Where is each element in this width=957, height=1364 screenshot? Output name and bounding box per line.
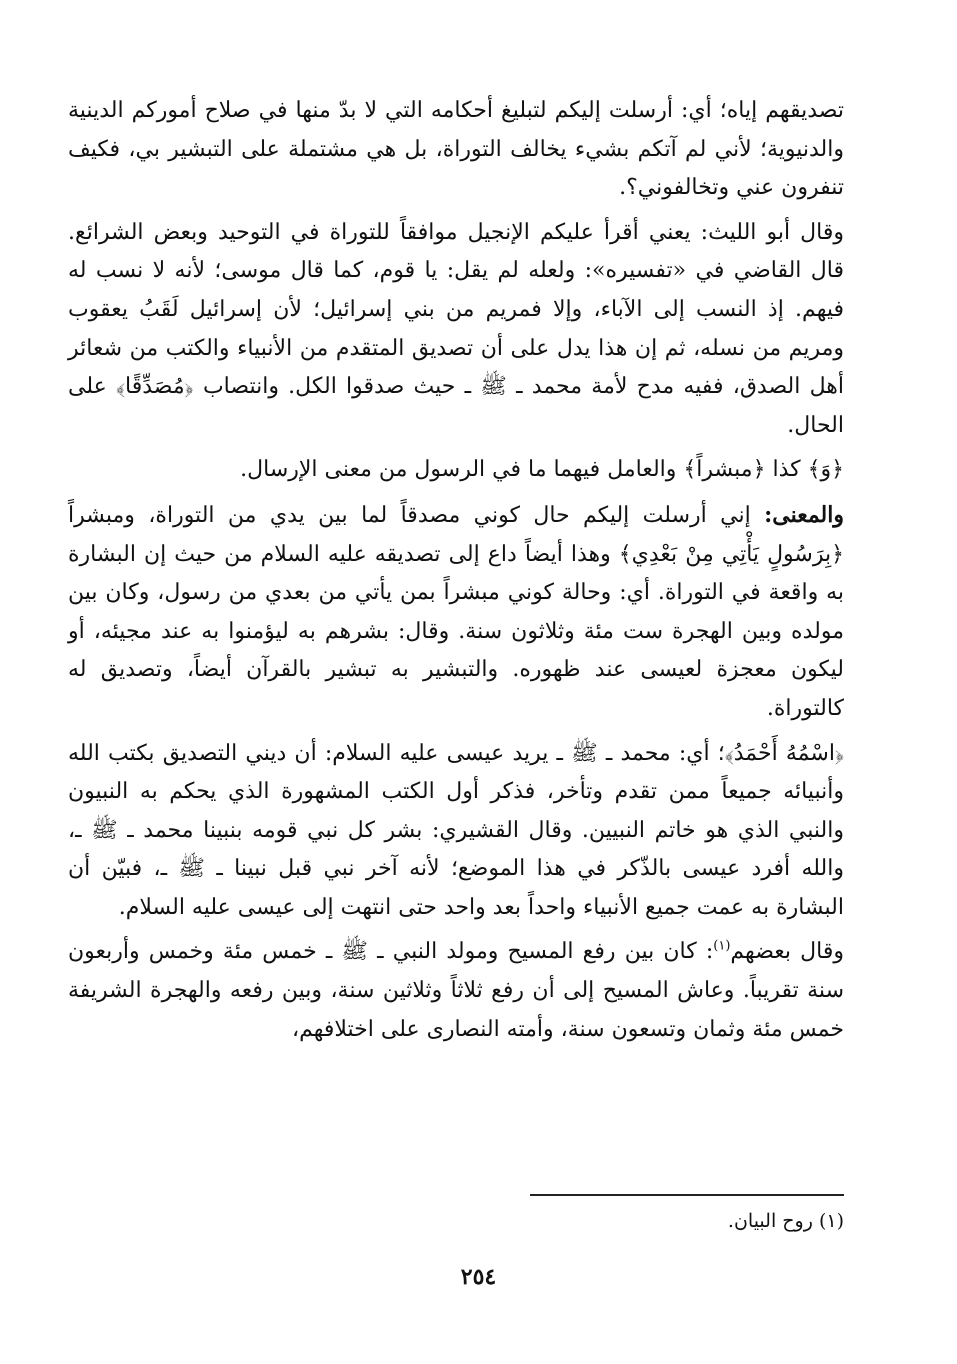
paragraph-lead: والمعنى: — [764, 501, 844, 528]
paragraph-2 — [68, 214, 844, 446]
paragraph-text-start: وقال بعضهم — [730, 939, 844, 965]
paragraph-5 — [68, 735, 844, 928]
page-number: ٢٥٤ — [460, 1264, 497, 1290]
footnote-marker[interactable]: (١) — [713, 939, 731, 955]
paragraph-text: إني أرسلت إليكم حال كوني مصدقاً لما بين يدي من التوراة، ومبشراً ﴿بِرَسُولٍ يَأْتِي مِنْ بَعْدِي﴾ وهذا أيضاً داع إلى تصديقه عليه السلام من حيث إن البشارة به واقعة في التوراة. أي: وحالة كوني مبشراً بمن يأتي من بعدي من رسول، وكان بين مولده وبين الهجرة ست مئة وثلاثون سنة. وقال: بشرهم به ليؤمنوا به عند مجيئه، أو ليكون معجزة لعيسى عند ظهوره. والتبشير به تبشير بالقرآن أيضاً، وتصديق له كالتوراة. — [68, 502, 844, 721]
paragraph-4 — [68, 496, 844, 729]
footnote — [728, 1206, 844, 1236]
footnote-number: (١) — [818, 1210, 844, 1232]
paragraph-text: تصديقهم إياه؛ أي: أرسلت إليكم لتبليغ أحكامه التي لا بدّ منها في صلاح أموركم الدينية والدنيوية؛ لأني لم آتكم بشيء يخالف التوراة، بل هي مشتملة على التبشير بي، فكيف تنفرون عني وتخالفوني؟. — [68, 98, 844, 201]
paragraph-text: وقال أبو الليث: يعني أقرأ عليكم الإنجيل موافقاً للتوراة في التوحيد وبعض الشرائع. قال القاضي في «تفسيره»: ولعله لم يقل: يا قوم، كما قال موسى؛ لأنه لا نسب له فيهم. إذ النسب إلى الآباء، وإلا فمريم من بني إسرائيل؛ لأن إسرائيل لَقَبُ يعقوب ومريم من نسله، ثم إن هذا يدل على أن تصديق المتقدم من الأنبياء والكتب من شعائر أهل الصدق، ففيه مدح لأمة محمد ـ ﷺ ـ حيث صدقوا الكل. وانتصاب ﴿مُصَدِّقًا﴾ على الحال. — [68, 219, 844, 438]
paragraph-1 — [68, 92, 844, 208]
main-text — [68, 92, 844, 1055]
paragraph-3 — [68, 451, 844, 490]
paragraph-6 — [68, 933, 844, 1049]
footnote-text: روح البيان. — [727, 1210, 813, 1232]
footnote-divider — [530, 1194, 844, 1196]
paragraph-text: ﴿وَ﴾ كذا ﴿مبشراً﴾ والعامل فيهما ما في الرسول من معنى الإرسال. — [240, 457, 844, 483]
paragraph-text: ﴿اسْمُهُ أَحْمَدُ﴾؛ أي: محمد ـ ﷺ ـ يريد عيسى عليه السلام: أن ديني التصديق بكتب الله وأنبيائه جميعاً ممن تقدم وتأخر، فذكر أول الكتب المشهورة الذي يحكم به النبيون والنبي الذي هو خاتم النبيين. وقال القشيري: بشر كل نبي قومه بنبينا محمد ـ ﷺ ـ، والله أفرد عيسى بالذّكر في هذا الموضع؛ لأنه آخر نبي قبل نبينا ـ ﷺ ـ، فبيّن أن البشارة به عمت جميع الأنبياء واحداً بعد واحد حتى انتهت إلى عيسى عليه السلام. — [68, 740, 844, 920]
paragraph-text: : كان بين رفع المسيح ومولد النبي ـ ﷺ ـ خمس مئة وخمس وأربعون سنة تقريباً. وعاش المسيح إلى أن رفع ثلاثاً وثلاثين سنة، وبين رفعه والهجرة الشريفة خمس مئة وثمان وتسعون سنة، وأمته النصارى على اختلافهم، — [68, 939, 844, 1042]
